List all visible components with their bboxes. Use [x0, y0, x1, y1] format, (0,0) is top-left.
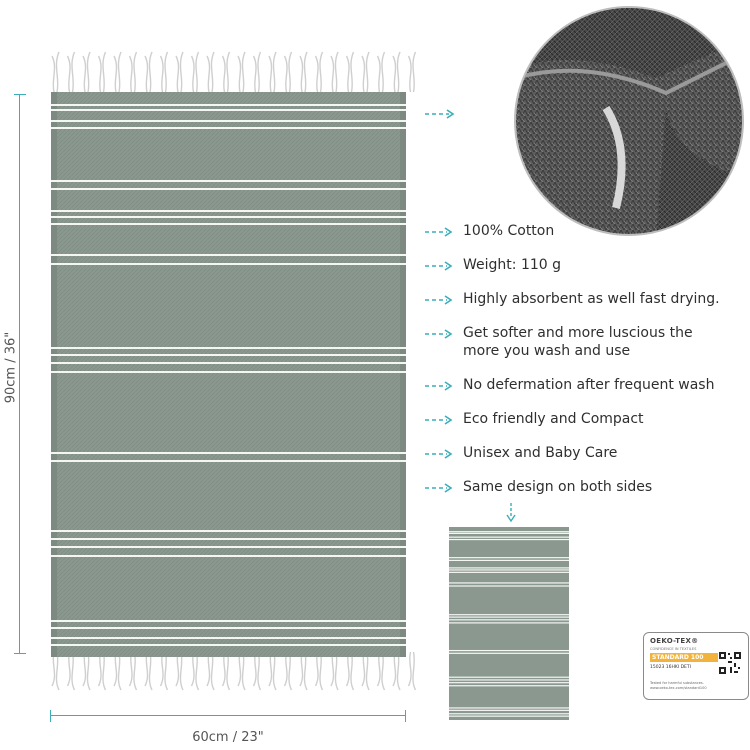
towel-stripe [449, 650, 569, 651]
towel-stripe [51, 362, 406, 364]
towel-stripe [51, 216, 406, 218]
towel-stripe [449, 619, 569, 620]
fringe-tassel [145, 652, 152, 690]
fringe-tassel [192, 52, 199, 92]
towel-stripe [51, 180, 406, 182]
towel-stripe [51, 210, 406, 212]
towel-stripe [51, 188, 406, 190]
fringe-tassel [192, 652, 199, 690]
towel-stripe [449, 685, 569, 686]
fringe-tassel [300, 52, 307, 92]
fringe-tassel [238, 652, 245, 690]
fringe-tassel [393, 52, 400, 92]
towel-stripe [449, 585, 569, 586]
towel-stripe [51, 530, 406, 532]
small-towel-pointer-arrow [505, 503, 517, 523]
fringe-tassel [223, 52, 230, 92]
towel-fringe-top [40, 42, 420, 92]
closeup-pointer-arrow [425, 108, 455, 120]
towel-image [51, 92, 406, 657]
fringe-tassel [176, 652, 183, 690]
qr-code-icon [718, 651, 742, 675]
towel-stripe [51, 452, 406, 454]
feature-text: Weight: 110 g [463, 257, 561, 273]
towel-stripe [51, 347, 406, 349]
dashed-arrow-icon [425, 482, 453, 494]
towel-stripe [51, 538, 406, 540]
fringe-tassel [207, 52, 214, 92]
fringe-tassel [130, 52, 137, 92]
width-label: 60cm / 23" [183, 730, 273, 745]
fringe-tassel [99, 652, 106, 690]
feature-text: Eco friendly and Compact [463, 411, 644, 427]
badge-subtitle: CONFIDENCE IN TEXTILES [650, 647, 697, 651]
feature-text: Unisex and Baby Care [463, 445, 618, 461]
dashed-arrow-icon [425, 328, 453, 340]
towel-stripe [449, 622, 569, 623]
fringe-tassel [145, 52, 152, 92]
towel-fringe-bottom [40, 652, 420, 702]
fringe-tassel [68, 652, 75, 690]
feature-text: Highly absorbent as well fast drying. [463, 291, 720, 307]
towel-stripe [51, 120, 406, 122]
towel-stripe [449, 682, 569, 683]
towel-stripe [51, 620, 406, 622]
feature-item [425, 410, 733, 428]
fringe-tassel [223, 652, 230, 690]
fringe-tassel [331, 652, 338, 690]
fringe-tassel [347, 52, 354, 92]
dashed-arrow-icon [425, 260, 453, 272]
towel-stripe [51, 627, 406, 629]
towel-stripe [449, 531, 569, 532]
fringe-tassel [316, 652, 323, 690]
fringe-tassel [269, 52, 276, 92]
fringe-tassel [331, 52, 338, 92]
fringe-tassel [83, 52, 90, 92]
towel-stripe [51, 637, 406, 639]
width-ruler [50, 710, 406, 722]
towel-stripe [449, 569, 569, 570]
fabric-closeup-image [514, 6, 744, 236]
fringe-tassel [238, 52, 245, 92]
towel-stripe [449, 560, 569, 561]
feature-text: Same design on both sides [463, 479, 653, 495]
fringe-tassel [300, 652, 307, 690]
dashed-arrow-icon [425, 380, 453, 392]
badge-standard: STANDARD 100 [650, 653, 722, 662]
towel-stripe [449, 614, 569, 615]
towel-stripe [449, 716, 569, 717]
towel-stripe [51, 460, 406, 462]
feature-text: Get softer and more luscious the more you wash and use [463, 325, 693, 359]
towel-stripe [449, 572, 569, 573]
towel-stripe [51, 555, 406, 557]
fringe-tassel [285, 52, 292, 92]
feature-item [425, 256, 733, 274]
towel-stripe [449, 713, 569, 714]
towel-stripe [51, 223, 406, 225]
fringe-tassel [362, 652, 369, 690]
towel-stripe [449, 679, 569, 680]
fringe-tassel [114, 652, 121, 690]
feature-item [425, 222, 733, 240]
feature-item [425, 324, 733, 360]
towel-stripe [449, 567, 569, 568]
fringe-tassel [176, 52, 183, 92]
towel-stripe [51, 104, 406, 106]
towel-stripe [51, 263, 406, 265]
dashed-arrow-icon [425, 226, 453, 238]
towel-stripe [449, 616, 569, 617]
fringe-tassel [161, 652, 168, 690]
feature-text: 100% Cotton [463, 223, 555, 239]
fringe-tassel [269, 652, 276, 690]
fringe-tassel [378, 652, 385, 690]
fringe-tassel [52, 52, 59, 92]
badge-tested-text: Tested for harmful substances. www.oeko-tex.com/standard100 [650, 681, 707, 690]
towel-stripe [449, 677, 569, 678]
fringe-tassel [114, 52, 121, 92]
badge-number: 15023 16HKI DETI [650, 665, 691, 670]
towel-stripe [449, 582, 569, 583]
fringe-tassel [83, 652, 90, 690]
fringe-tassel [409, 652, 416, 690]
fringe-tassel [393, 652, 400, 690]
towel-stripe [449, 533, 569, 534]
towel-stripe [51, 546, 406, 548]
towel-stripe [449, 710, 569, 711]
fringe-tassel [347, 652, 354, 690]
height-label: 90cm / 36" [4, 323, 19, 413]
towel-stripe [449, 653, 569, 654]
fringe-tassel [68, 52, 75, 92]
fringe-tassel [130, 652, 137, 690]
towel-stripe [51, 127, 406, 129]
towel-stripe [449, 537, 569, 538]
feature-item [425, 376, 733, 394]
dashed-arrow-icon [425, 448, 453, 460]
dashed-arrow-icon [425, 414, 453, 426]
towel-stripe [51, 254, 406, 256]
badge-title: OEKO-TEX® [650, 637, 699, 645]
fringe-tassel [316, 52, 323, 92]
fringe-tassel [254, 652, 261, 690]
fringe-tassel [99, 52, 106, 92]
feature-item [425, 444, 733, 462]
towel-stripe [51, 371, 406, 373]
towel-stripe [449, 539, 569, 540]
fringe-tassel [207, 652, 214, 690]
towel-stripe [449, 707, 569, 708]
towel-back-side-image [449, 527, 569, 720]
oeko-tex-badge [643, 632, 749, 700]
fringe-tassel [161, 52, 168, 92]
fringe-tassel [285, 652, 292, 690]
towel-stripe [51, 354, 406, 356]
fringe-tassel [254, 52, 261, 92]
towel-stripe [51, 644, 406, 646]
feature-text: No defermation after frequent wash [463, 377, 715, 393]
fringe-tassel [378, 52, 385, 92]
fringe-tassel [52, 652, 59, 690]
fringe-tassel [409, 52, 416, 92]
feature-item [425, 290, 733, 308]
fringe-tassel [362, 52, 369, 92]
towel-stripe [449, 557, 569, 558]
towel-stripe [51, 109, 406, 111]
dashed-arrow-icon [425, 294, 453, 306]
feature-item [425, 478, 733, 496]
